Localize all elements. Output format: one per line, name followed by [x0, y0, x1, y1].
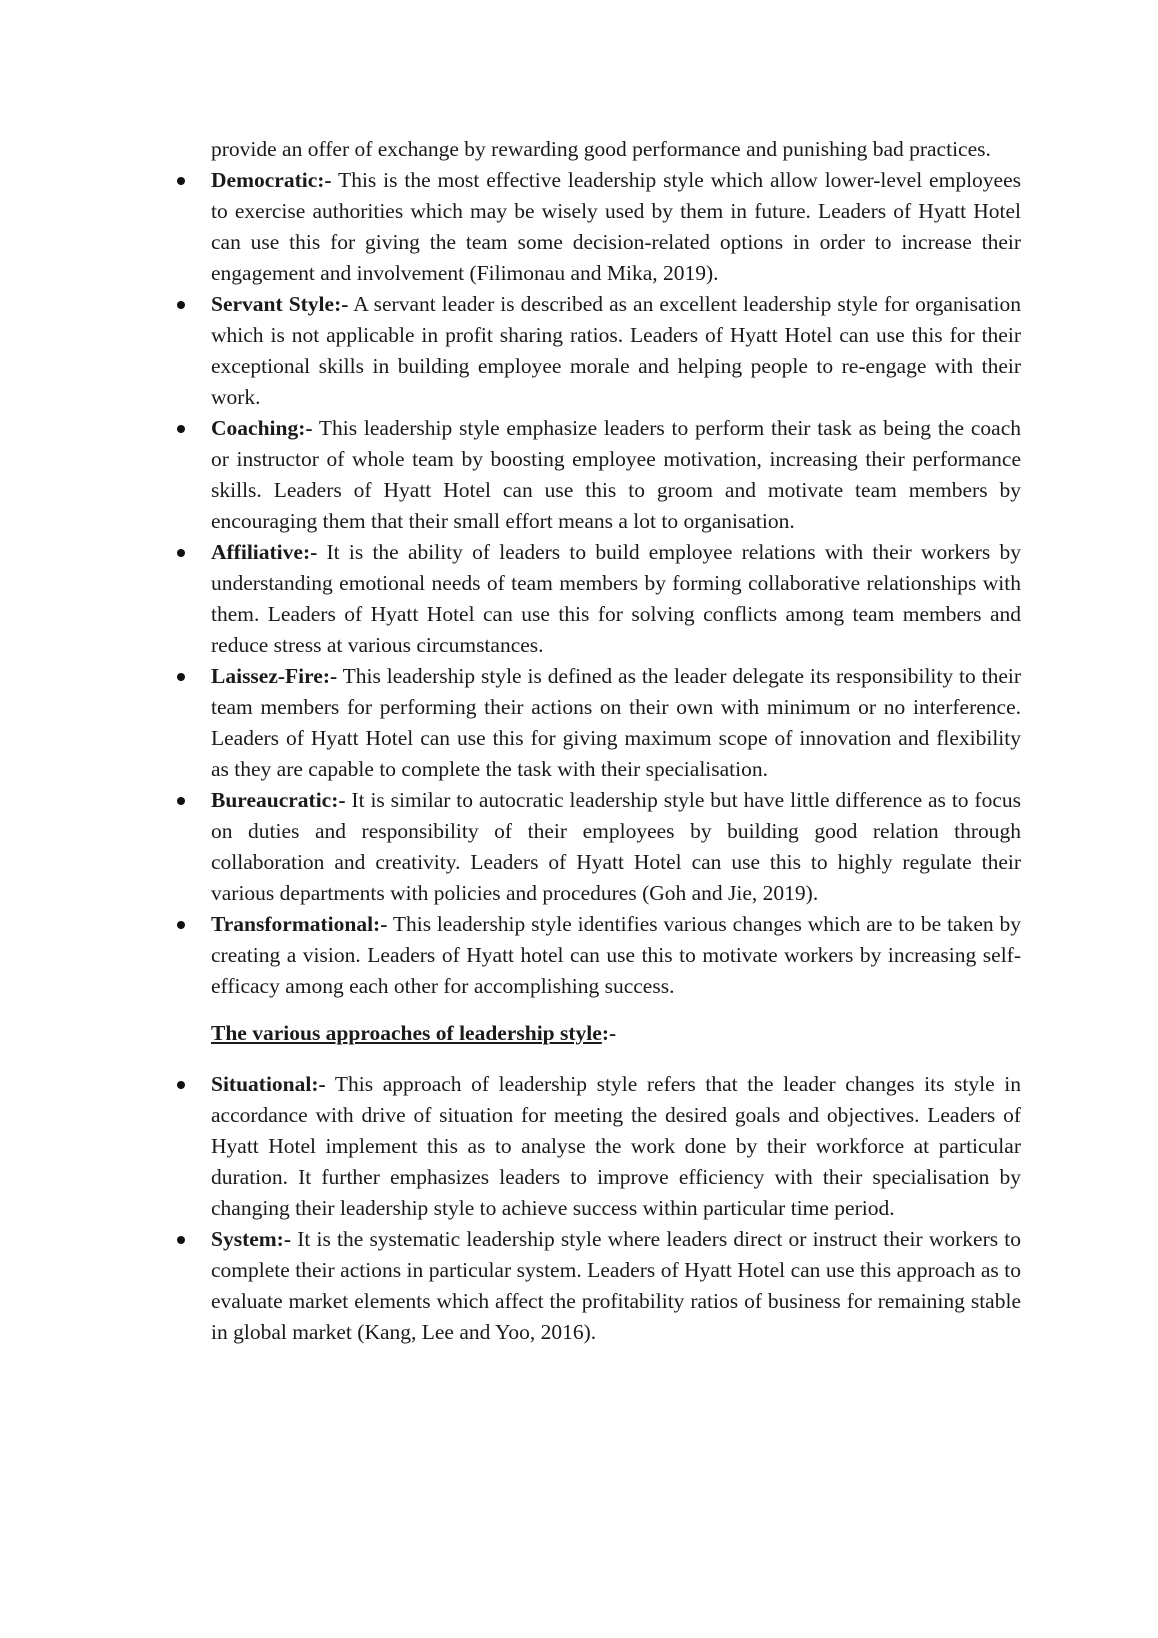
list-item-laissez-fire — [211, 661, 1021, 785]
bullet-icon — [177, 921, 185, 929]
term-description: This leadership style identifies various changes which are to be taken by creating a vision. Leaders of Hyatt hotel can use this to motivate workers by increasing self-efficacy among each other for accomplishing success. — [211, 912, 1021, 998]
term-label: Democratic:- — [211, 168, 332, 192]
bullet-icon — [177, 797, 185, 805]
bullet-icon — [177, 177, 185, 185]
list-item-affiliative — [211, 537, 1021, 661]
bullet-icon — [177, 425, 185, 433]
list-item-transformational — [211, 909, 1021, 1002]
section-heading-title: The various approaches of leadership style — [211, 1021, 602, 1045]
term-description: This approach of leadership style refers that the leader changes its style in accordance with drive of situation for meeting the desired goals and objectives. Leaders of Hyatt Hotel implement this as to analyse the work done by their workforce at particular duration. It further emphasizes leaders to improve efficiency with their specialisation by changing their leadership style to achieve success within particular time period. — [211, 1072, 1021, 1220]
bullet-icon — [177, 673, 185, 681]
list-item-democratic — [211, 165, 1021, 289]
list-item-coaching — [211, 413, 1021, 537]
term-label: Situational:- — [211, 1072, 326, 1096]
section-heading-suffix: :- — [601, 1021, 617, 1045]
term-description: This is the most effective leadership style which allow lower-level employees to exercise authorities which may be wisely used by them in future. Leaders of Hyatt Hotel can use this for giving the team some decision-related options in order to increase their engagement and involvement (Filimonau and Mika, 2019). — [211, 168, 1021, 285]
bullet-icon — [177, 301, 185, 309]
term-label: Servant Style:- — [211, 292, 349, 316]
list-item-system — [211, 1224, 1021, 1348]
leadership-styles-list — [211, 165, 1021, 1002]
term-description: This leadership style emphasize leaders to perform their task as being the coach or instructor of whole team by boosting employee motivation, increasing their performance skills. Leaders of Hyatt Hotel can use this to groom and motivate team members by encouraging them that their small effort means a lot to organisation. — [211, 416, 1021, 533]
term-label: Laissez-Fire:- — [211, 664, 338, 688]
bullet-icon — [177, 1236, 185, 1244]
term-description: It is similar to autocratic leadership style but have little difference as to focus on duties and responsibility of their employees by building good relation through collaboration and creativity. Leaders of Hyatt Hotel can use this to highly regulate their various departments with policies and procedures (Goh and Jie, 2019). — [211, 788, 1021, 905]
term-description: It is the systematic leadership style where leaders direct or instruct their workers to complete their actions in particular system. Leaders of Hyatt Hotel can use this approach as to evaluate market elements which affect the profitability ratios of business for remaining stable in global market (Kang, Lee and Yoo, 2016). — [211, 1227, 1021, 1344]
list-item-situational — [211, 1069, 1021, 1224]
list-item-bureaucratic — [211, 785, 1021, 909]
term-label: Transformational:- — [211, 912, 388, 936]
leadership-approaches-list — [211, 1069, 1021, 1348]
bullet-icon — [177, 549, 185, 557]
term-label: System:- — [211, 1227, 292, 1251]
section-heading — [211, 1018, 1021, 1049]
list-item-servant — [211, 289, 1021, 413]
bullet-icon — [177, 1081, 185, 1089]
page-content — [211, 134, 1021, 1348]
term-label: Bureaucratic:- — [211, 788, 346, 812]
term-label: Affiliative:- — [211, 540, 318, 564]
intro-paragraph: provide an offer of exchange by rewarding good performance and punishing bad practices. — [211, 137, 991, 161]
term-description: It is the ability of leaders to build employee relations with their workers by understanding emotional needs of team members by forming collaborative relationships with them. Leaders of Hyatt Hotel can use this for solving conflicts among team members and reduce stress at various circumstances. — [211, 540, 1021, 657]
term-description: This leadership style is defined as the leader delegate its responsibility to their team members for performing their actions on their own with minimum or no interference. Leaders of Hyatt Hotel can use this for giving maximum scope of innovation and flexibility as they are capable to complete the task with their specialisation. — [211, 664, 1021, 781]
term-description: A servant leader is described as an excellent leadership style for organisation which is not applicable in profit sharing ratios. Leaders of Hyatt Hotel can use this for their exceptional skills in building employee morale and helping people to re-engage with their work. — [211, 292, 1021, 409]
term-label: Coaching:- — [211, 416, 313, 440]
